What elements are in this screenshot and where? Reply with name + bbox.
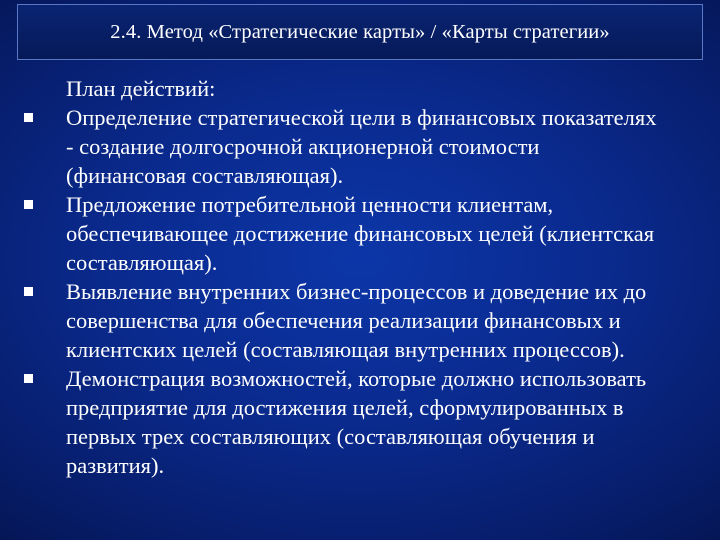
list-item-line: развития).: [66, 453, 165, 478]
intro-text: План действий:: [66, 76, 216, 101]
list-item-line: клиентских целей (составляющая внутренних процессов).: [66, 337, 625, 362]
list-item-line: (финансовая составляющая).: [66, 163, 344, 188]
list-item-line: обеспечивающее достижение финансовых целей (клиентская: [66, 221, 655, 246]
list-item-line: составляющая).: [66, 250, 218, 275]
list-item-line: - создание долгосрочной акционерной стоимости: [66, 134, 540, 159]
list-item: [0, 103, 720, 190]
list-item-line: предприятие для достижения целей, сформулированных в: [66, 395, 624, 420]
square-bullet-icon: [24, 200, 33, 209]
slide-title: 2.4. Метод «Стратегические карты» / «Карты стратегии»: [110, 20, 610, 43]
title-bar: [17, 4, 703, 60]
square-bullet-icon: [24, 287, 33, 296]
list-item-line: первых трех составляющих (составляющая обучения и: [66, 424, 595, 449]
bullet-list: [0, 103, 720, 480]
list-item-line: совершенства для обеспечения реализации финансовых и: [66, 308, 621, 333]
list-item: [0, 277, 720, 364]
square-bullet-icon: [24, 374, 33, 383]
list-item-line: Выявление внутренних бизнес-процессов и доведение их до: [66, 279, 647, 304]
list-item-line: Демонстрация возможностей, которые должно использовать: [66, 366, 647, 391]
list-item: [0, 190, 720, 277]
list-item-line: Определение стратегической цели в финансовых показателях: [66, 105, 657, 130]
list-item: [0, 364, 720, 480]
square-bullet-icon: [24, 113, 33, 122]
list-item-line: Предложение потребительной ценности клиентам,: [66, 192, 554, 217]
